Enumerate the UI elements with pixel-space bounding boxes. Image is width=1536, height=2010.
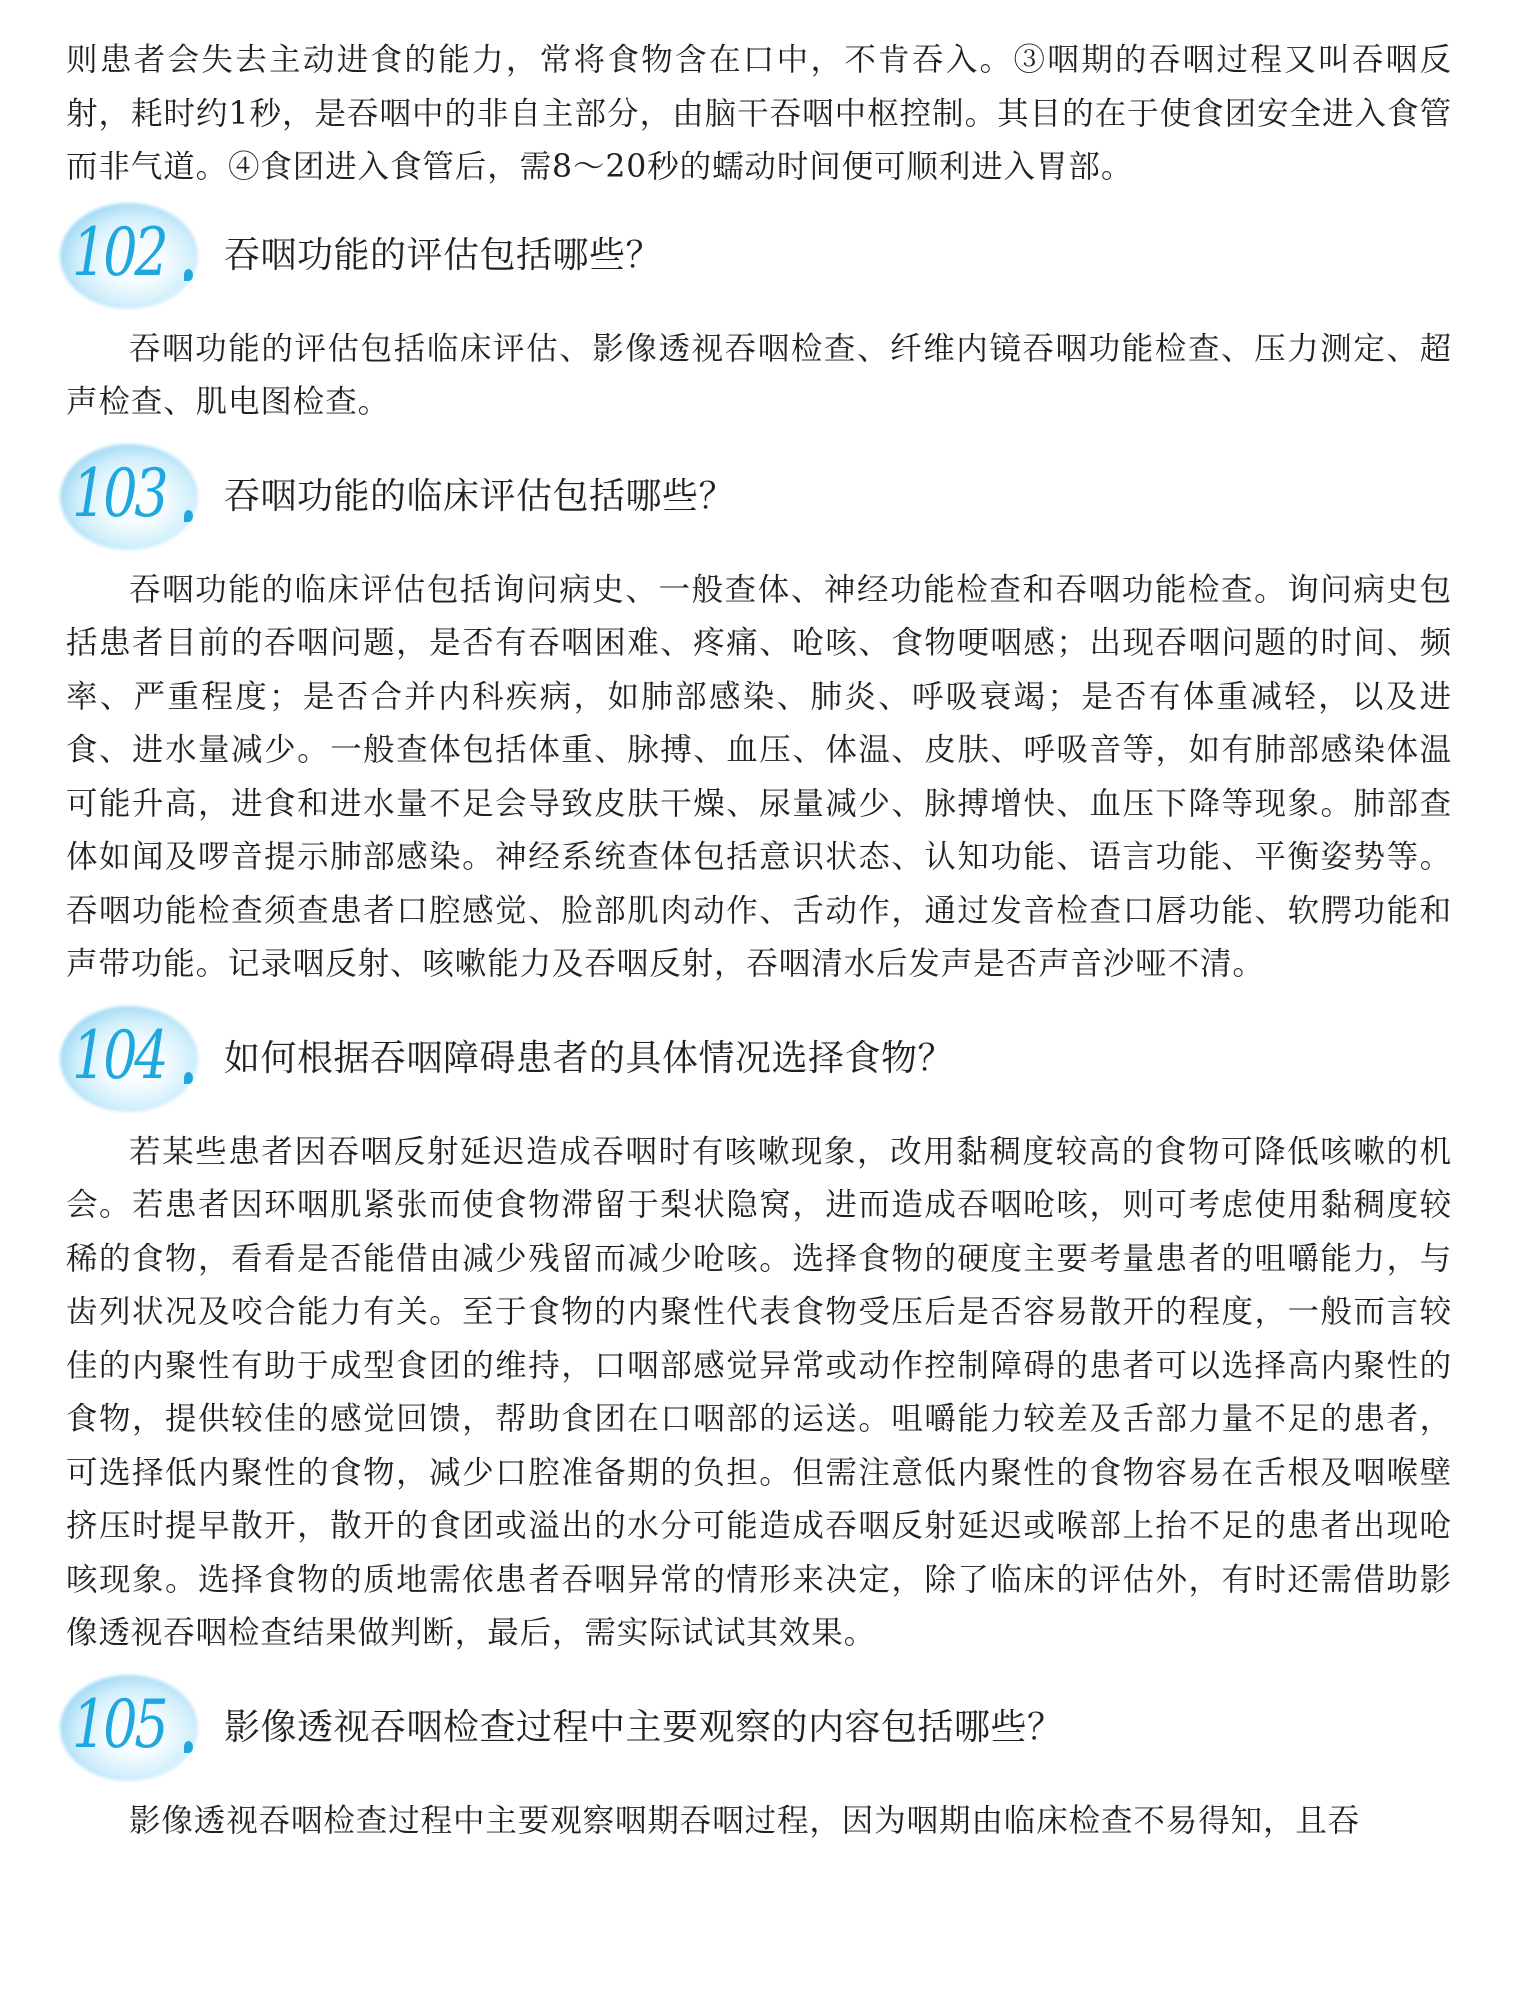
question-number-badge [60, 444, 208, 550]
question-section-103 [66, 436, 1452, 992]
question-title: 如何根据吞咽障碍患者的具体情况选择食物？ [224, 1037, 955, 1079]
answer-paragraph: 影像透视吞咽检查过程中主要观察咽期吞咽过程，因为咽期由临床检查不易得知，且吞 [129, 1802, 1361, 1839]
question-number-badge [60, 203, 208, 309]
question-number-badge [60, 1675, 208, 1781]
book-page [66, 34, 1452, 1854]
answer-paragraph: 吞咽功能的临床评估包括询问病史、一般查体、神经功能检查和吞咽功能检查。询问病史包括患者目前的吞咽问题，是否有吞咽困难、疼痛、呛咳、食物哽咽感；出现吞咽问题的时间、频率、严重程度；是否合并内科疾病，如肺部感染、肺炎、呼吸衰竭；是否有体重减轻，以及进食、进水量减少。一般查体包括体重、脉搏、血压、体温、皮肤、呼吸音等，如有肺部感染体温可能升高，进食和进水量不足会导致皮肤干燥、尿量减少、脉搏增快、血压下降等现象。肺部查体如闻及啰音提示肺部感染。神经系统查体包括意识状态、认知功能、语言功能、平衡姿势等。吞咽功能检查须查患者口腔感觉、脸部肌肉动作、舌动作，通过发音检查口唇功能、软腭功能和声带功能。记录咽反射、咳嗽能力及吞咽反射，吞咽清水后发声是否声音沙哑不清。 [66, 571, 1452, 982]
question-number: 103 [72, 454, 166, 532]
question-header [66, 436, 1452, 558]
question-section-105 [66, 1667, 1452, 1849]
number-badge-dot [184, 1741, 193, 1753]
intro-paragraph: 则患者会失去主动进食的能力，常将食物含在口中，不肯吞入。③咽期的吞咽过程又叫吞咽反射，耗时约1秒，是吞咽中的非自主部分，由脑干吞咽中枢控制。其目的在于使食团安全进入食管而非气道。④食团进入食管后，需8～20秒的蠕动时间便可顺利进入胃部。 [66, 42, 1452, 185]
question-section-102 [66, 195, 1452, 430]
number-badge-dot [184, 510, 193, 522]
question-number: 104 [72, 1016, 166, 1094]
question-section-104 [66, 998, 1452, 1661]
question-header [66, 998, 1452, 1120]
answer-paragraph: 若某些患者因吞咽反射延迟造成吞咽时有咳嗽现象，改用黏稠度较高的食物可降低咳嗽的机会。若患者因环咽肌紧张而使食物滞留于梨状隐窝，进而造成吞咽呛咳，则可考虑使用黏稠度较稀的食物，看看是否能借由减少残留而减少呛咳。选择食物的硬度主要考量患者的咀嚼能力，与齿列状况及咬合能力有关。至于食物的内聚性代表食物受压后是否容易散开的程度，一般而言较佳的内聚性有助于成型食团的维持，口咽部感觉异常或动作控制障碍的患者可以选择高内聚性的食物，提供较佳的感觉回馈，帮助食团在口咽部的运送。咀嚼能力较差及舌部力量不足的患者，可选择低内聚性的食物，减少口腔准备期的负担。但需注意低内聚性的食物容易在舌根及咽喉壁挤压时提早散开，散开的食团或溢出的水分可能造成吞咽反射延迟或喉部上抬不足的患者出现呛咳现象。选择食物的质地需依患者吞咽异常的情形来决定，除了临床的评估外，有时还需借助影像透视吞咽检查结果做判断，最后，需实际试试其效果。 [66, 1133, 1452, 1651]
question-header [66, 195, 1452, 317]
number-badge-dot [184, 1072, 193, 1084]
question-title: 影像透视吞咽检查过程中主要观察的内容包括哪些？ [224, 1706, 1064, 1748]
question-header [66, 1667, 1452, 1789]
question-number-badge [60, 1006, 208, 1112]
answer-paragraph: 吞咽功能的评估包括临床评估、影像透视吞咽检查、纤维内镜吞咽功能检查、压力测定、超声检查、肌电图检查。 [66, 330, 1452, 420]
number-badge-dot [184, 269, 193, 281]
question-number: 105 [72, 1685, 166, 1763]
question-title: 吞咽功能的评估包括哪些？ [224, 234, 663, 276]
question-number: 102 [72, 213, 166, 291]
question-title: 吞咽功能的临床评估包括哪些？ [224, 475, 736, 517]
